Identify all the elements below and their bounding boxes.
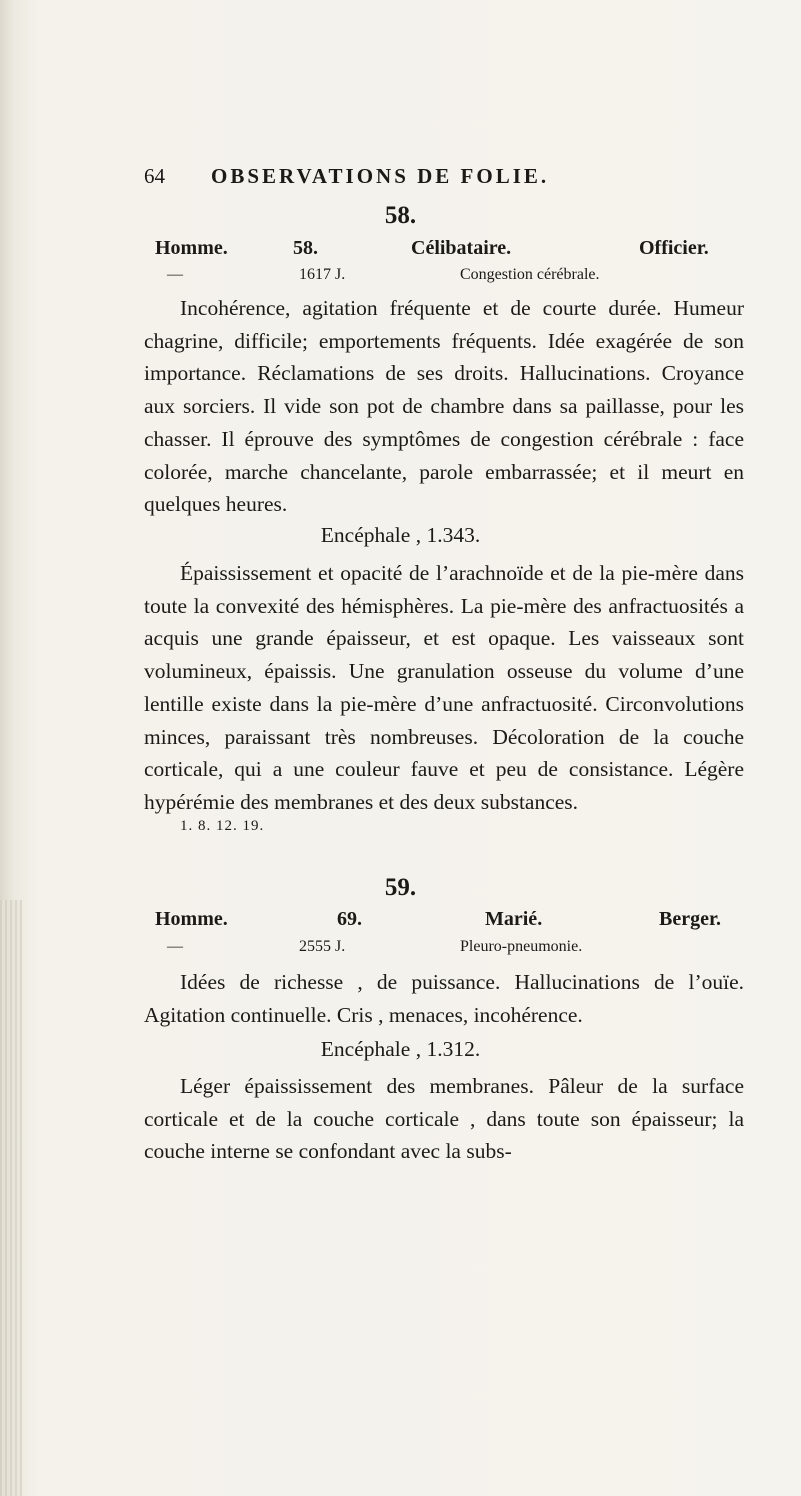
case-59-age: 69. — [337, 908, 362, 930]
case-59-cause: Pleuro-pneumonie. — [460, 938, 583, 955]
case-59-symptoms: Idées de richesse , de puissance. Hallucinations de l’ouïe. Agitation continuelle. Cris , menaces, incohérence. — [144, 970, 744, 1027]
case-59-profession: Berger. — [659, 908, 722, 930]
case-59-encephale: Encéphale , 1.312. — [320, 1037, 481, 1061]
case-58-symptoms: Incohérence, agitation fréquente et de courte durée. Humeur chagrine, difficile; emportements fréquents. Idée exagérée de son importance. Réclamations de ses droits. Hallucinations. Croyance aux sorciers. Il vide son pot de chambre dans sa paillasse, pour les chasser. Il éprouve des symptômes de congestion cérébrale : face colorée, marche chancelante, parole embarrassée; et il meurt en quelques heures. — [144, 296, 744, 517]
running-head — [144, 164, 744, 189]
case-59-duration: 2555 J. — [299, 938, 346, 955]
case-59-status: Marié. — [485, 908, 543, 930]
case-58-references: 1. 8. 12. 19. — [180, 818, 265, 834]
case-59-autopsy: Léger épaississement des membranes. Pâleur de la surface corticale et de la couche corticale , dans toute son épaisseur; la couche interne se confondant avec la subs- — [144, 1074, 744, 1164]
case-59-sex: Homme. — [155, 908, 228, 930]
case-58-age: 58. — [293, 237, 318, 259]
case-58-status: Célibataire. — [411, 237, 512, 259]
case-58-encephale: Encéphale , 1.343. — [320, 523, 481, 547]
case-58-number: 58. — [384, 202, 417, 229]
case-58-autopsy: Épaississement et opacité de l’arachnoïde et de la pie-mère dans toute la convexité des hémisphères. La pie-mère des anfractuosités a acquis une grande épaisseur, et est opaque. Les vaisseaux sont volumineux, épaissis. Une granulation osseuse du volume d’une lentille existe dans la pie-mère d’une anfractuosité. Circonvolutions minces, paraissant très nombreuses. Décoloration de la couche corticale, qui a une couleur fauve et peu de consistance. Légère hypérémie des membranes et des deux substances. — [144, 561, 744, 814]
case-58-dash: — — [167, 266, 183, 283]
case-59-dash: — — [167, 938, 183, 955]
case-58-sex: Homme. — [155, 237, 228, 259]
page-title: OBSERVATIONS DE FOLIE. — [211, 164, 550, 188]
page-number: 64 — [144, 164, 165, 188]
case-58-duration: 1617 J. — [299, 266, 346, 283]
binding-edge — [0, 900, 22, 1496]
case-59-number: 59. — [384, 874, 417, 901]
case-58-cause: Congestion cérébrale. — [460, 266, 600, 283]
case-58-profession: Officier. — [639, 237, 709, 259]
